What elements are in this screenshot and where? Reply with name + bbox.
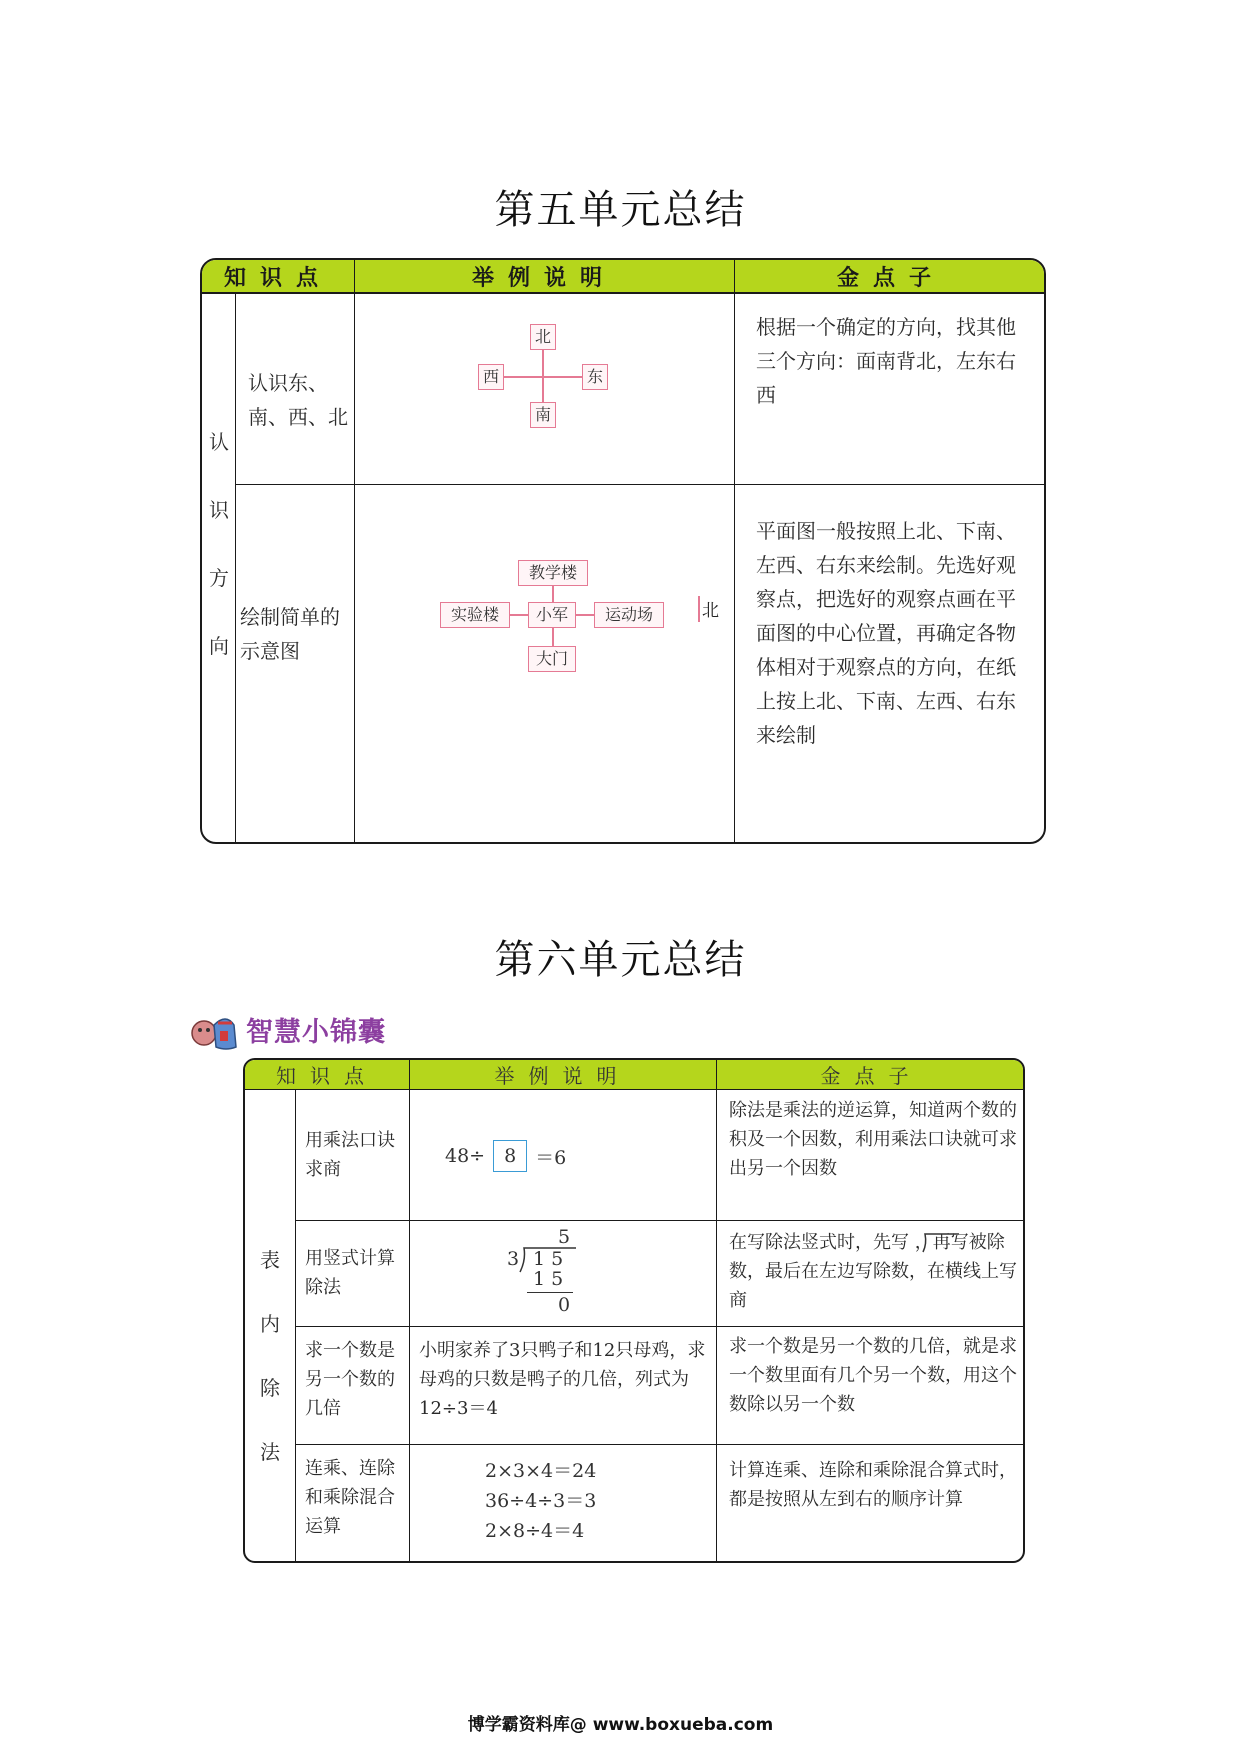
equation: 2×8÷4＝4 xyxy=(485,1520,585,1542)
example-mixed-operations xyxy=(485,1456,596,1546)
tip-long-division: 在写除法竖式时，先写 ，再写被除数，最后在左边写除数，在横线上写商 xyxy=(729,1232,1017,1311)
lucky-bag-icon xyxy=(190,1005,240,1053)
tip-mixed-operations: 计算连乘、连除和乘除混合算式时，都是按照从左到右的顺序计算 xyxy=(729,1460,1017,1510)
tip-quotient-by-table: 除法是乘法的逆运算，知道两个数的积及一个因数，利用乘法口诀就可求出另一个因数 xyxy=(729,1100,1017,1179)
division-remainder: 0 xyxy=(558,1294,571,1316)
example-left: 48÷ xyxy=(445,1145,486,1167)
unit6-summary-table xyxy=(243,1058,1025,1563)
north-label: 北 xyxy=(702,601,719,621)
divider xyxy=(409,1060,410,1563)
unit6-title: 第六单元总结 xyxy=(494,937,747,983)
topic-mixed-operations: 连乘、连除和乘除混合运算 xyxy=(305,1458,395,1537)
header-knowledge: 知识点 xyxy=(245,1060,409,1090)
map-lab-building: 实验楼 xyxy=(440,602,510,628)
compass-north: 北 xyxy=(530,324,556,350)
divider xyxy=(716,1060,717,1563)
compass-south: 南 xyxy=(530,402,556,428)
header-knowledge: 知识点 xyxy=(202,260,354,294)
divider xyxy=(734,260,735,844)
header-example: 举例说明 xyxy=(409,1060,716,1090)
map-sports-field: 运动场 xyxy=(594,602,664,628)
map-teaching-building: 教学楼 xyxy=(518,560,588,586)
map-xiaojun: 小军 xyxy=(528,602,576,628)
topic-quotient-by-table: 用乘法口诀求商 xyxy=(305,1130,395,1180)
division-dividend: 1 5 xyxy=(533,1248,564,1270)
unit5-summary-table xyxy=(200,258,1046,844)
example-quotient xyxy=(445,1140,566,1172)
header-example: 举例说明 xyxy=(354,260,734,294)
compass-west: 西 xyxy=(478,364,504,390)
division-quotient: 5 xyxy=(558,1226,571,1248)
divider xyxy=(295,1220,1025,1221)
division-line xyxy=(527,1292,573,1293)
division-divisor: 3 xyxy=(507,1248,520,1270)
topic-multiple-times: 求一个数是另一个数的几倍 xyxy=(305,1340,395,1419)
example-boxed-answer: 8 xyxy=(493,1140,527,1172)
kit-label: 智慧小锦囊 xyxy=(246,1016,386,1048)
category-label: 表 内 除 法 xyxy=(260,1248,280,1464)
equation: 2×3×4＝24 xyxy=(485,1460,597,1482)
tip-draw-map: 平面图一般按照上北、下南、左西、右东来绘制。先选好观察点，把选好的观察点画在平面图的中心位置，再确定各物体相对于观察点的方向，在纸上按上北、下南、左西、右东来绘制 xyxy=(756,519,1016,747)
tip-directions: 根据一个确定的方向，找其他三个方向：面南背北，左东右西 xyxy=(756,315,1016,407)
divider xyxy=(235,294,236,844)
header-tips: 金点子 xyxy=(734,260,1046,294)
example-right: ＝6 xyxy=(535,1146,567,1169)
divider xyxy=(235,484,1046,485)
division-product: 1 5 xyxy=(533,1268,564,1290)
unit5-title: 第五单元总结 xyxy=(494,187,747,233)
example-multiple-times: 小明家养了3只鸭子和12只母鸡，求母鸡的只数是鸭子的几倍，列式为12÷3＝4 xyxy=(419,1340,706,1419)
division-bracket-symbol xyxy=(921,1232,961,1254)
north-arrow xyxy=(698,596,700,622)
topic-long-division: 用竖式计算除法 xyxy=(305,1248,395,1298)
divider xyxy=(295,1326,1025,1327)
category-label: 认 识 方 向 xyxy=(209,430,229,658)
header-tips: 金点子 xyxy=(716,1060,1025,1090)
map-gate: 大门 xyxy=(528,646,576,672)
divider xyxy=(295,1444,1025,1445)
tip-multiple-times: 求一个数是另一个数的几倍，就是求一个数里面有几个另一个数，用这个数除以另一个数 xyxy=(729,1336,1017,1415)
topic-draw-map: 绘制简单的示意图 xyxy=(240,605,340,663)
compass-horizontal-arrow xyxy=(500,376,586,378)
wisdom-kit-banner xyxy=(190,1005,386,1053)
compass-east: 东 xyxy=(582,364,608,390)
topic-directions: 认识东、南、西、北 xyxy=(248,371,348,429)
footer-watermark: 博学霸资料库@ www.boxueba.com xyxy=(467,1715,774,1735)
divider xyxy=(354,260,355,844)
equation: 36÷4÷3＝3 xyxy=(485,1490,597,1512)
